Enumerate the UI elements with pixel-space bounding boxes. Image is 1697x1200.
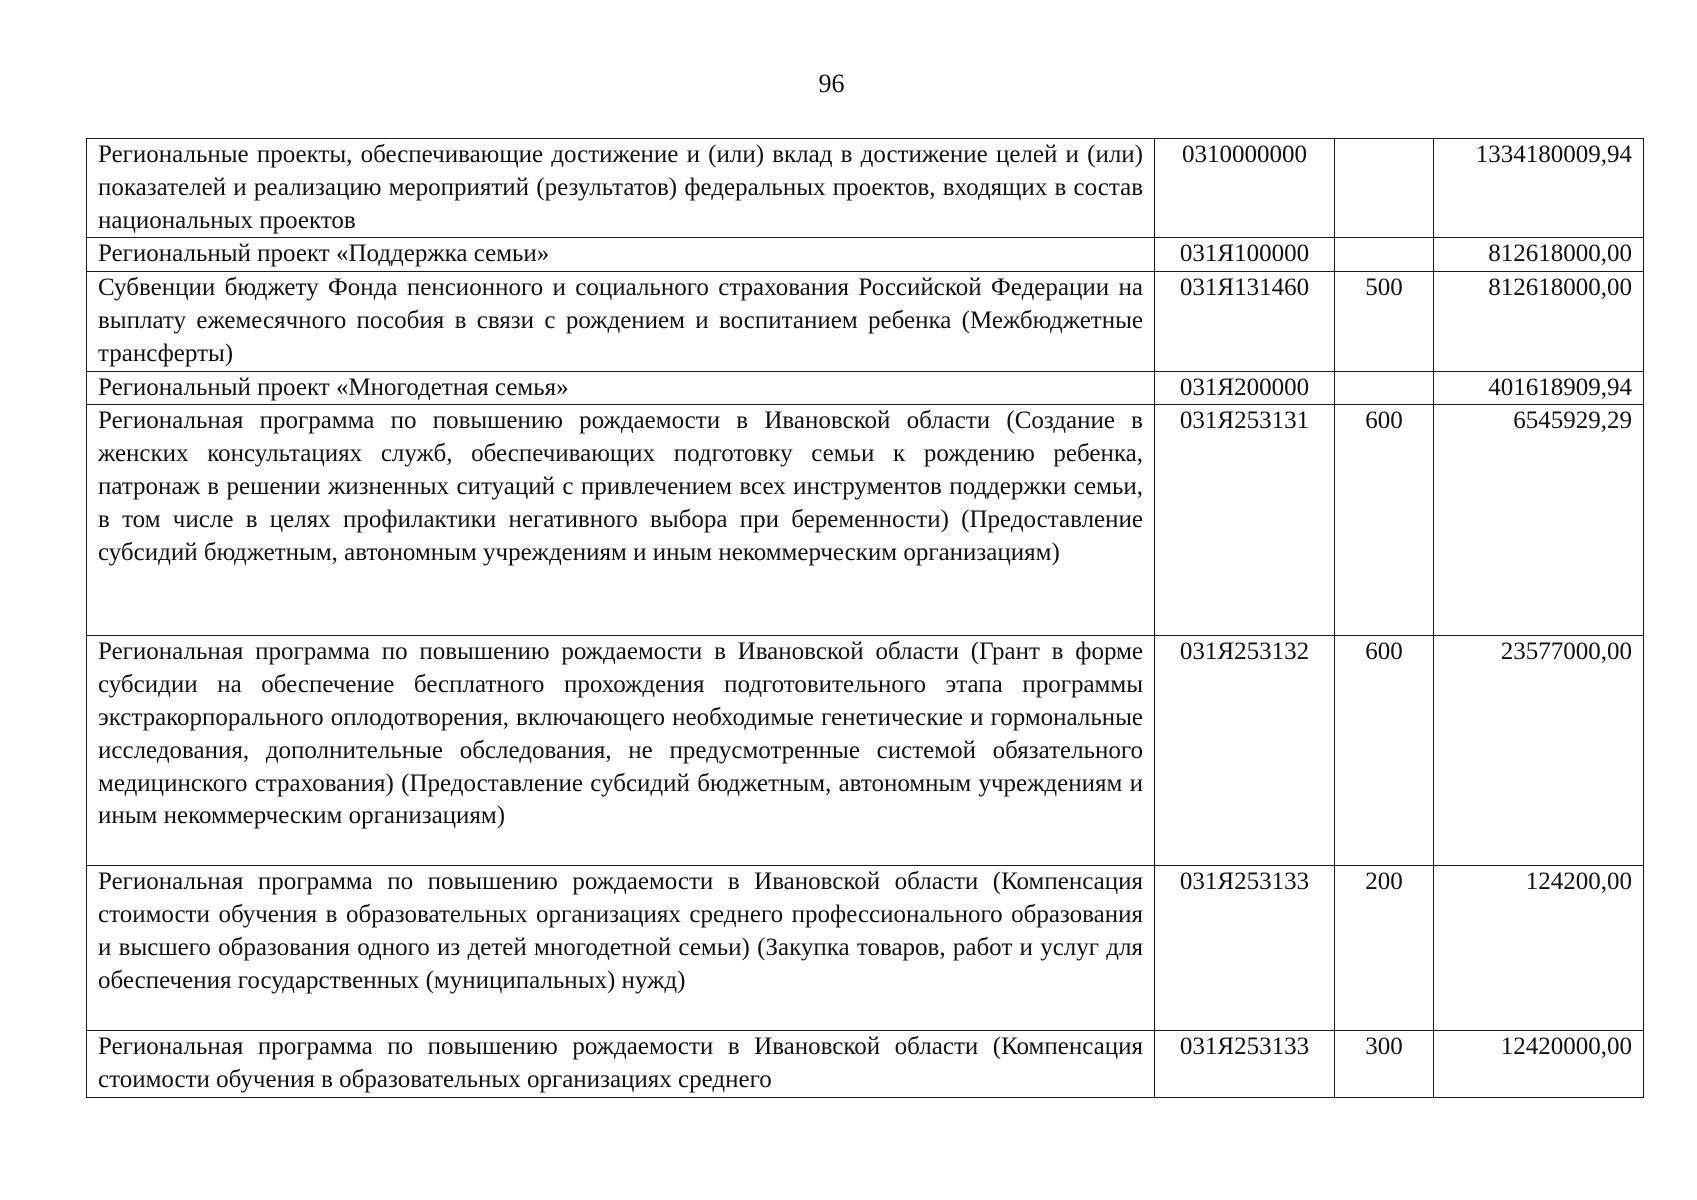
table-row [87,866,1644,1031]
page-number: 96 [818,69,845,98]
amount: 1334180009,94 [1434,139,1644,238]
row-description [87,1031,1155,1098]
budget-table [86,138,1644,1098]
row-description: Региональная программа по повышению рождаемости в Ивановской области (Компенсация стоимости обучения в образовательных организациях среднего профессионального образования и высшего образования одного из детей многодетной семьи) (Закупка товаров, работ и услуг для обеспечения государственных (муниципальных) нужд) [87,866,1155,1031]
amount: 12420000,00 [1434,1031,1644,1098]
expense-type: 600 [1335,405,1434,636]
row-description: Субвенции бюджету Фонда пенсионного и социального страхования Российской Федерации на выплату ежемесячного пособия в связи с рождением и воспитанием ребенка (Межбюджетные трансферты) [87,272,1155,371]
table-row [87,238,1644,272]
amount: 401618909,94 [1434,371,1644,405]
table-row [87,636,1644,866]
expense-type [1335,371,1434,405]
amount: 812618000,00 [1434,238,1644,272]
target-code: 031Я253132 [1155,636,1335,866]
target-code: 031Я100000 [1155,238,1335,272]
expense-type [1335,238,1434,272]
row-description: Региональные проекты, обеспечивающие достижение и (или) вклад в достижение целей и (или) показателей и реализацию мероприятий (результатов) федеральных проектов, входящих в состав национальных проектов [87,139,1155,238]
expense-type: 200 [1335,866,1434,1031]
target-code: 031Я253133 [1155,1031,1335,1098]
target-code: 0310000000 [1155,139,1335,238]
target-code: 031Я253133 [1155,866,1335,1031]
row-description: Региональная программа по повышению рождаемости в Ивановской области (Создание в женских консультациях служб, обеспечивающих подготовку семьи к рождению ребенка, патронаж в решении жизненных ситуаций с привлечением всех инструментов поддержки семьи, в том числе в целях профилактики негативного выбора при беременности) (Предоставление субсидий бюджетным, автономным учреждениям и иным некоммерческим организациям) [87,405,1155,636]
expense-type: 500 [1335,272,1434,371]
row-description-text: Региональная программа по повышению рождаемости в Ивановской области (Компенсация стоимости обучения в образовательных организациях среднего [98,1033,1143,1094]
amount: 6545929,29 [1434,405,1644,636]
target-code: 031Я131460 [1155,272,1335,371]
target-code: 031Я253131 [1155,405,1335,636]
table-row [87,1031,1644,1098]
table-row [87,272,1644,371]
row-description: Региональный проект «Поддержка семьи» [87,238,1155,272]
row-description: Региональная программа по повышению рождаемости в Ивановской области (Грант в форме субсидии на обеспечение бесплатного прохождения подготовительного этапа программы экстракорпорального оплодотворения, включающего необходимые генетические и гормональные исследования, дополнительные обследования, не предусмотренные системой обязательного медицинского страхования) (Предоставление субсидий бюджетным, автономным учреждениям и иным некоммерческим организациям) [87,636,1155,866]
expense-type: 600 [1335,636,1434,866]
target-code: 031Я200000 [1155,371,1335,405]
expense-type: 300 [1335,1031,1434,1098]
expense-type [1335,139,1434,238]
table-row [87,139,1644,238]
amount: 812618000,00 [1434,272,1644,371]
amount: 23577000,00 [1434,636,1644,866]
amount: 124200,00 [1434,866,1644,1031]
table-row [87,371,1644,405]
row-description: Региональный проект «Многодетная семья» [87,371,1155,405]
table-row [87,405,1644,636]
